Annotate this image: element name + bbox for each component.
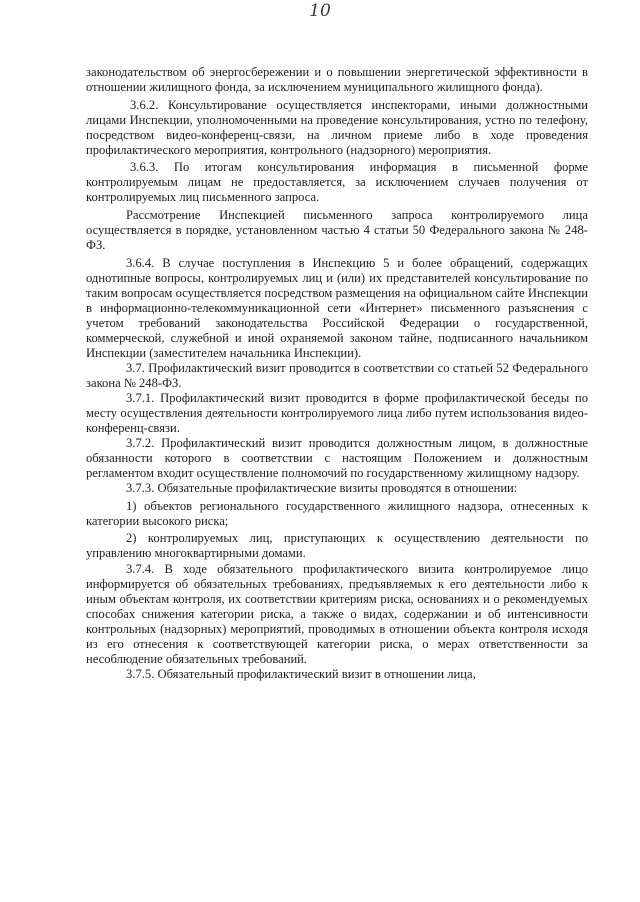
- paragraph-3-6-4: 3.6.4. В случае поступления в Инспекцию 5 и более обращений, содержащих однотипные вопросы, контролируемых лиц и (или) их представителей консультирование по таким вопросам осуществляется посредством размещения на официальном сайте Инспекции в информационно-телекоммуникационной сети «Интернет» письменного разъяснения с учетом требований законодательства Российской Федерации о государственной, коммерческой, служебной и иной охраняемой законом тайне, подписанного начальником Инспекции (заместителем начальника Инспекции).: [86, 255, 588, 360]
- paragraph-3-7-2: 3.7.2. Профилактический визит проводится должностным лицом, в должностные обязанности которого в соответствии с настоящим Положением и должностным регламентом входит осуществление полномочий по государственному жилищному надзору.: [86, 436, 588, 481]
- paragraph-3-7-5: 3.7.5. Обязательный профилактический визит в отношении лица,: [126, 666, 476, 681]
- paragraph-3-7-3: 3.7.3. Обязательные профилактические визиты проводятся в отношении:: [126, 481, 518, 496]
- paragraph-3-6-2: 3.6.2. Консультирование осуществляется инспекторами, иными должностными лицами Инспекции, уполномоченными на проведение консультирования, устно по телефону, посредством видео-конференц-связи, на личном приеме либо в ходе проведения профилактического мероприятия, контрольного (надзорного) мероприятия.: [86, 97, 588, 157]
- list-item-1: 1) объектов регионального государственного жилищного надзора, отнесенных к категории высокого риска;: [86, 498, 588, 528]
- paragraph-3-7: 3.7. Профилактический визит проводится в соответствии со статьей 52 Федерального закона № 248-ФЗ.: [86, 360, 588, 390]
- page-number: 10: [309, 1, 331, 21]
- paragraph-written-request: Рассмотрение Инспекцией письменного запроса контролируемого лица осуществляется в порядке, установленном частью 4 статьи 50 Федерального закона № 248-ФЗ.: [86, 207, 588, 253]
- paragraph-energy-saving-ending: законодательством об энергосбережении и о повышении энергетической эффективности в отношении жилищного фонда, за исключением муниципального жилищного фонда).: [86, 65, 588, 95]
- document-body: [86, 65, 588, 682]
- paragraph-3-6-3: 3.6.3. По итогам консультирования информация в письменной форме контролируемым лицам не предоставляется, за исключением случаев получения от контролируемых лиц письменного запроса.: [86, 160, 588, 205]
- paragraph-3-7-4: 3.7.4. В ходе обязательного профилактического визита контролируемое лицо информируется об обязательных требованиях, предъявляемых к его деятельности либо к иным объектам контроля, их соответствии критериям риска, основаниях и о рекомендуемых способах снижения категории риска, а также о видах, содержании и об интенсивности контрольных (надзорных) мероприятий, проводимых в отношении объекта контроля исходя из его отнесения к соответствующей категории риска, о мерах ответственности за несоблюдение обязательных требований.: [86, 561, 588, 666]
- paragraph-3-7-1: 3.7.1. Профилактический визит проводится в форме профилактической беседы по месту осуществления деятельности контролируемого лица либо путем использования видео-конференц-связи.: [86, 390, 588, 436]
- list-item-2: 2) контролируемых лиц, приступающих к осуществлению деятельности по управлению многоквартирными домами.: [86, 531, 588, 561]
